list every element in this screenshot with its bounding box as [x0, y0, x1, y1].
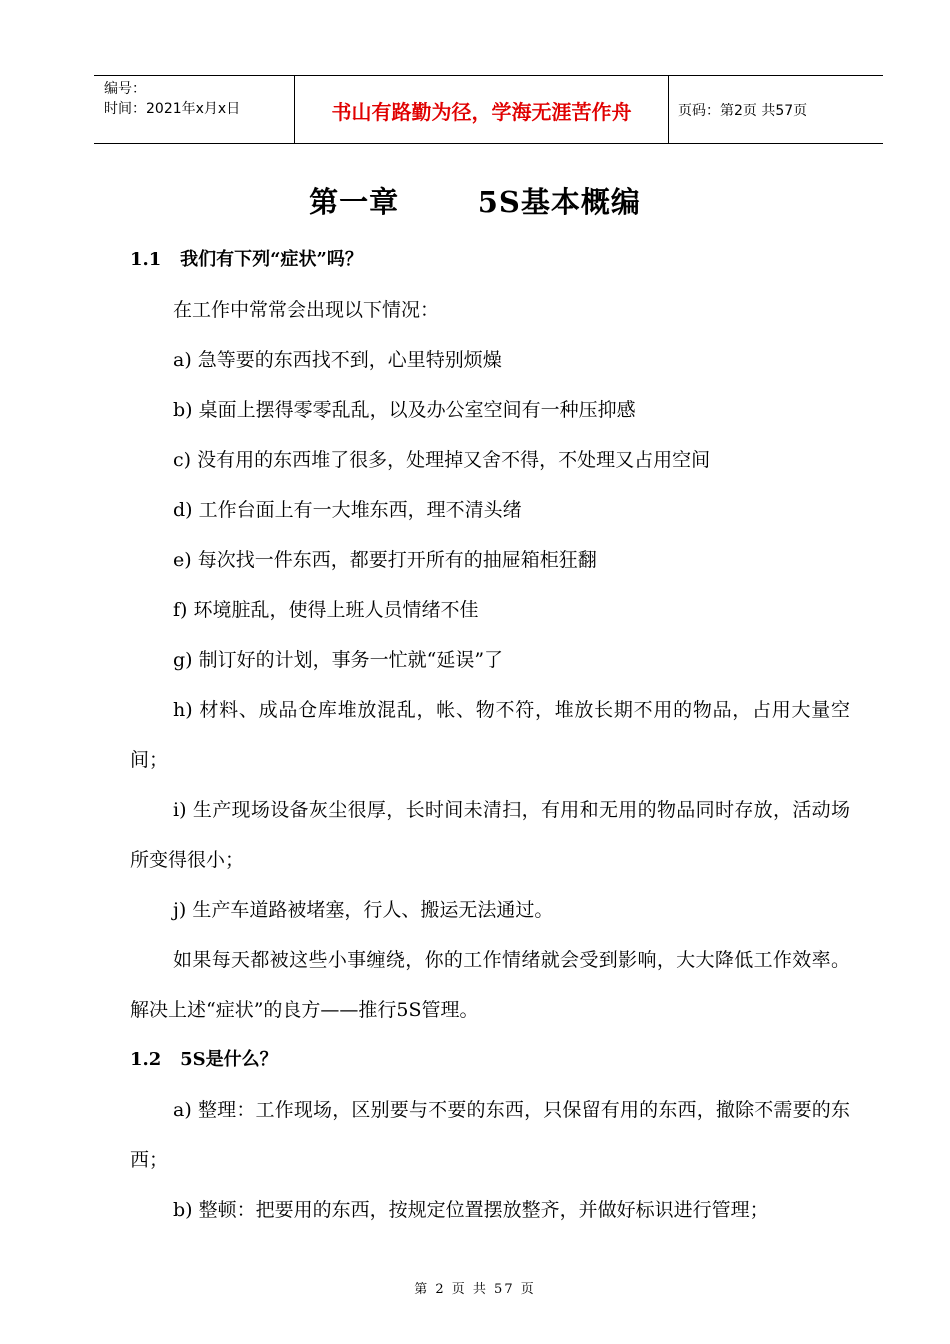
- list-item: b) 整顿：把要用的东西，按规定位置摆放整齐，并做好标识进行管理；: [173, 1199, 769, 1221]
- page-header: [94, 75, 883, 144]
- list-item: h) 材料、成品仓库堆放混乱，帐、物不符，堆放长期不用的物品，占用大量空间；: [130, 699, 850, 771]
- section-heading: 1.1 我们有下列“症状”吗？: [130, 249, 363, 270]
- section-heading: 1.2 5S是什么？: [130, 1049, 278, 1070]
- page-footer: 第 2 页 共 57 页: [414, 1282, 536, 1297]
- time-label: 时间：2021年x月x日: [104, 101, 241, 117]
- document-body: [130, 235, 850, 1235]
- list-item: c) 没有用的东西堆了很多，处理掉又舍不得，不处理又占用空间: [173, 449, 711, 471]
- header-meta: [104, 79, 294, 119]
- number-label: 编号：: [104, 81, 146, 97]
- header-page-info: 页码：第2页 共57页: [678, 103, 808, 119]
- header-divider: [668, 76, 669, 143]
- list-item: e) 每次找一件东西，都要打开所有的抽屉箱柜狂翻: [173, 549, 597, 571]
- paragraph: 如果每天都被这些小事缠绕，你的工作情绪就会受到影响，大大降低工作效率。解决上述“症状”的良方——推行5S管理。: [130, 949, 850, 1021]
- list-item: f) 环境脏乱，使得上班人员情绪不佳: [173, 599, 479, 621]
- section-1-2: [130, 1035, 850, 1235]
- section-1-1: [130, 235, 850, 1035]
- list-item: g) 制订好的计划，事务一忙就“延误”了: [173, 649, 504, 671]
- list-item: i) 生产现场设备灰尘很厚，长时间未清扫，有用和无用的物品同时存放，活动场所变得很小；: [130, 799, 850, 871]
- list-item: d) 工作台面上有一大堆东西，理不清头绪: [173, 499, 522, 521]
- chapter-title: 第一章 5S基本概编: [309, 185, 641, 219]
- list-item: a) 整理：工作现场，区别要与不要的东西，只保留有用的东西，撤除不需要的东西；: [130, 1099, 850, 1171]
- paragraph: 在工作中常常会出现以下情况：: [173, 299, 440, 321]
- list-item: a) 急等要的东西找不到，心里特别烦燥: [173, 349, 502, 371]
- list-item: b) 桌面上摆得零零乱乱，以及办公室空间有一种压抑感: [173, 399, 636, 421]
- list-item: j) 生产车道路被堵塞，行人、搬运无法通过。: [173, 899, 554, 921]
- header-motto: 书山有路勤为径，学海无涯苦作舟: [331, 100, 632, 124]
